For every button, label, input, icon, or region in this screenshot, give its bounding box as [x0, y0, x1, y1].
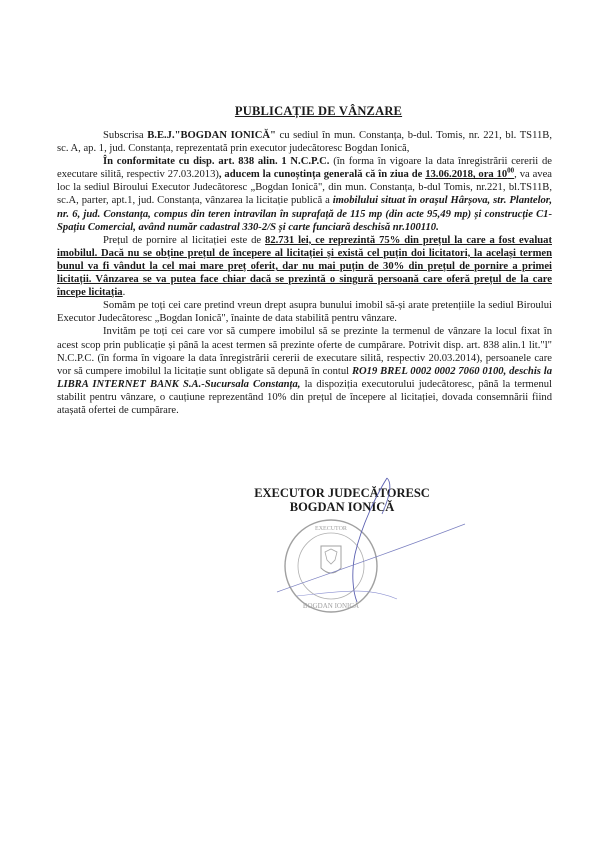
- text: (în forma în vigoare la data înregistrării cererii de executare silită, respectiv 27.03.2013): [57, 156, 552, 181]
- signature-name: BOGDAN IONICĂ: [289, 500, 395, 514]
- signature-title: EXECUTOR JUDECĂTORESC: [254, 486, 430, 500]
- legal-reference: În conformitate cu disp. art. 838 alin. 1 N.C.P.C.: [103, 156, 330, 168]
- text: Prețul de pornire al licitației este de: [103, 234, 266, 246]
- paragraph-summons: Somăm pe toți cei care pretind vreun drept asupra bunului imobil să-și arate pretențiile la sediul Biroului Executor Judecătoresc „Bogdan Ionică", înainte de data stabilită pentru vânzare.: [57, 300, 552, 325]
- document-title: PUBLICAȚIE DE VÂNZARE: [234, 104, 403, 118]
- auction-time-sup: 00: [507, 166, 515, 175]
- price-conditions: 82.731 lei, ce reprezintă 75% din prețul la care a fost evaluat imobilul. Dacă nu se obține prețul de începere al licitației și există cel puțin doi licitatori, la același termen bunul va fi vândut la cel mai mare preț oferit, dar nu mai puțin de 30% din prețul de pornire a primei licitații. Vânzarea se va putea face chiar dacă se prezintă o singură persoană care oferă prețul de la care începe licitația: [57, 234, 552, 299]
- text: , va avea loc la sediul Biroului Executor Judecătoresc „Bogdan Ionică", din mun. Constanța, b-dul Tomis, nr.221, bl.TS11B, sc.A, parter, apt.1, jud. Constanța, vânzarea la licitație publică a: [57, 169, 552, 207]
- text: cu sediul în mun. Constanța, b-dul. Tomis, nr. 221, bl. TS11B, sc. A, ap. 1, jud. Constanța, reprezentată prin executor judecătoresc Bogdan Ionică,: [57, 130, 552, 155]
- auction-date: [425, 166, 515, 181]
- paragraph-price: [57, 234, 552, 299]
- property-description: imobilului situat în orașul Hârșova, str. Plantelor, nr. 6, jud. Constanța, compus din teren intravilan în suprafață de 115 mp (din acte 95,49 mp) și construcție C1-Spațiu Comercial, având număr cadastral 330-2/S și carte funciară deschisă nr.100110.: [57, 195, 552, 233]
- text: la dispoziția executorului judecătoresc, până la termenul stabilit pentru vânzare, o cauțiune reprezentând 10% din prețul de începere al licitației, dovada consemnării fiind atașată ofertei de cumpărare.: [57, 378, 552, 416]
- svg-text:BOGDAN IONICĂ: BOGDAN IONICĂ: [302, 602, 360, 610]
- document-page: [57, 104, 552, 610]
- bank-account: RO19 BREL 0002 0002 7060 0100, deschis la LIBRA INTERNET BANK S.A.-Sucursala Constanța,: [57, 365, 552, 390]
- text: Subscrisa: [103, 130, 148, 141]
- text: Invităm pe toți cei care vor să cumpere imobilul să se prezinte la termenul de vânzare la locul fixat în acest scop prin publicație și până la acest termen să prezinte oferte de cumpărare. Potrivit disp. art. 838 alin.1 lit."l" N.C.P.C. (în forma în vigoare la data înregistrării cererii de executare silită, respectiv 20.03.2014), persoanele care vor să cumpere imobilul la licitație sunt obligate să depună în contul: [57, 326, 552, 377]
- auction-date-text: 13.06.2018, ora 10: [425, 169, 508, 181]
- paragraph-legal-basis: [57, 155, 552, 234]
- text: .: [122, 287, 126, 299]
- paragraph-invitation: [57, 325, 552, 417]
- handwritten-signature-icon: [237, 474, 467, 604]
- bailiff-office-name: B.E.J."BOGDAN IONICĂ": [147, 130, 276, 141]
- paragraph-intro: [57, 129, 552, 155]
- announcement: , aducem la cunoștința generală că în ziua de: [218, 169, 426, 181]
- svg-text:EXECUTOR: EXECUTOR: [315, 526, 347, 532]
